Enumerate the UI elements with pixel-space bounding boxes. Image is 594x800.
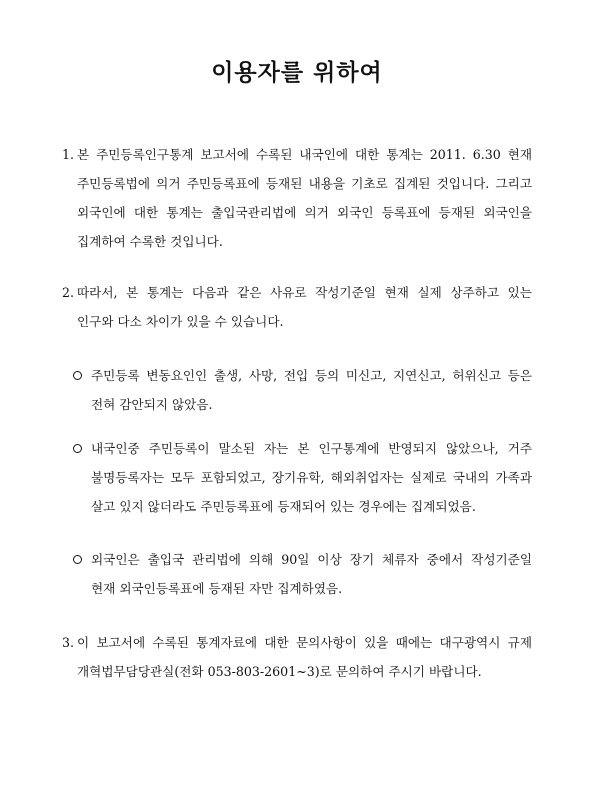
item-3-number: 3. [62,635,75,650]
bullet-2-line-2: 불명등록자는 모두 포함되었고, 장기유학, 해외취업자는 실제로 국내의 가족과 [91,470,532,485]
item-1-line-1: 본 주민등록인구통계 보고서에 수록된 내국인에 대한 통계는 2011. 6.30 현재 [77,147,532,162]
item-3-line-1: 이 보고서에 수록된 통계자료에 대한 문의사항이 있을 때에는 대구광역시 규제 [77,635,532,650]
bullet-1-paragraph [91,361,532,419]
item-3-paragraph [77,628,532,686]
bullet-1-line-1: 주민등록 변동요인인 출생, 사망, 전입 등의 미신고, 지연신고, 허위신고 등은 [91,368,532,383]
page-title: 이용자를 위하여 [211,60,383,86]
bullet-3-line-2: 현재 외국인등록표에 등재된 자만 집계하였음. [91,581,343,596]
bullet-3-paragraph [91,545,532,603]
bullet-2-line-1: 내국인중 주민등록이 말소된 자는 본 인구통계에 반영되지 않았으나, 거주 [91,441,532,456]
item-1-line-2: 주민등록법에 의거 주민등록표에 등재된 내용을 기초로 집계된 것입니다. 그리고 [77,176,532,191]
item-1-line-4: 집계하여 수록한 것입니다. [77,234,223,249]
bullet-3-line-1: 외국인은 출입국 관리법에 의해 90일 이상 장기 체류자 중에서 작성기준일 [91,552,532,567]
bullet-3-circle-icon [73,555,82,564]
bullet-2-line-3: 살고 있지 않더라도 주민등록표에 등재되어 있는 경우에는 집계되었음. [91,499,476,514]
bullet-2-circle-icon [73,444,82,453]
item-2-paragraph [77,278,532,336]
item-3-line-2: 개혁법무담당관실(전화 053-803-2601~3)로 문의하여 주시기 바랍니다. [77,664,482,679]
item-1-paragraph [77,140,532,256]
item-2-line-2: 인구와 다소 차이가 있을 수 있습니다. [77,314,284,329]
item-2-line-1: 따라서, 본 통계는 다음과 같은 사유로 작성기준일 현재 실제 상주하고 있는 [77,285,532,300]
bullet-1-circle-icon [73,371,82,380]
item-1-number: 1. [62,147,75,162]
item-2-number: 2. [62,285,75,300]
item-1-line-3: 외국인에 대한 통계는 출입국관리법에 의거 외국인 등록표에 등재된 외국인을 [77,205,532,220]
bullet-1-line-2: 전혀 감안되지 않았음. [91,397,213,412]
bullet-2-paragraph [91,434,532,521]
